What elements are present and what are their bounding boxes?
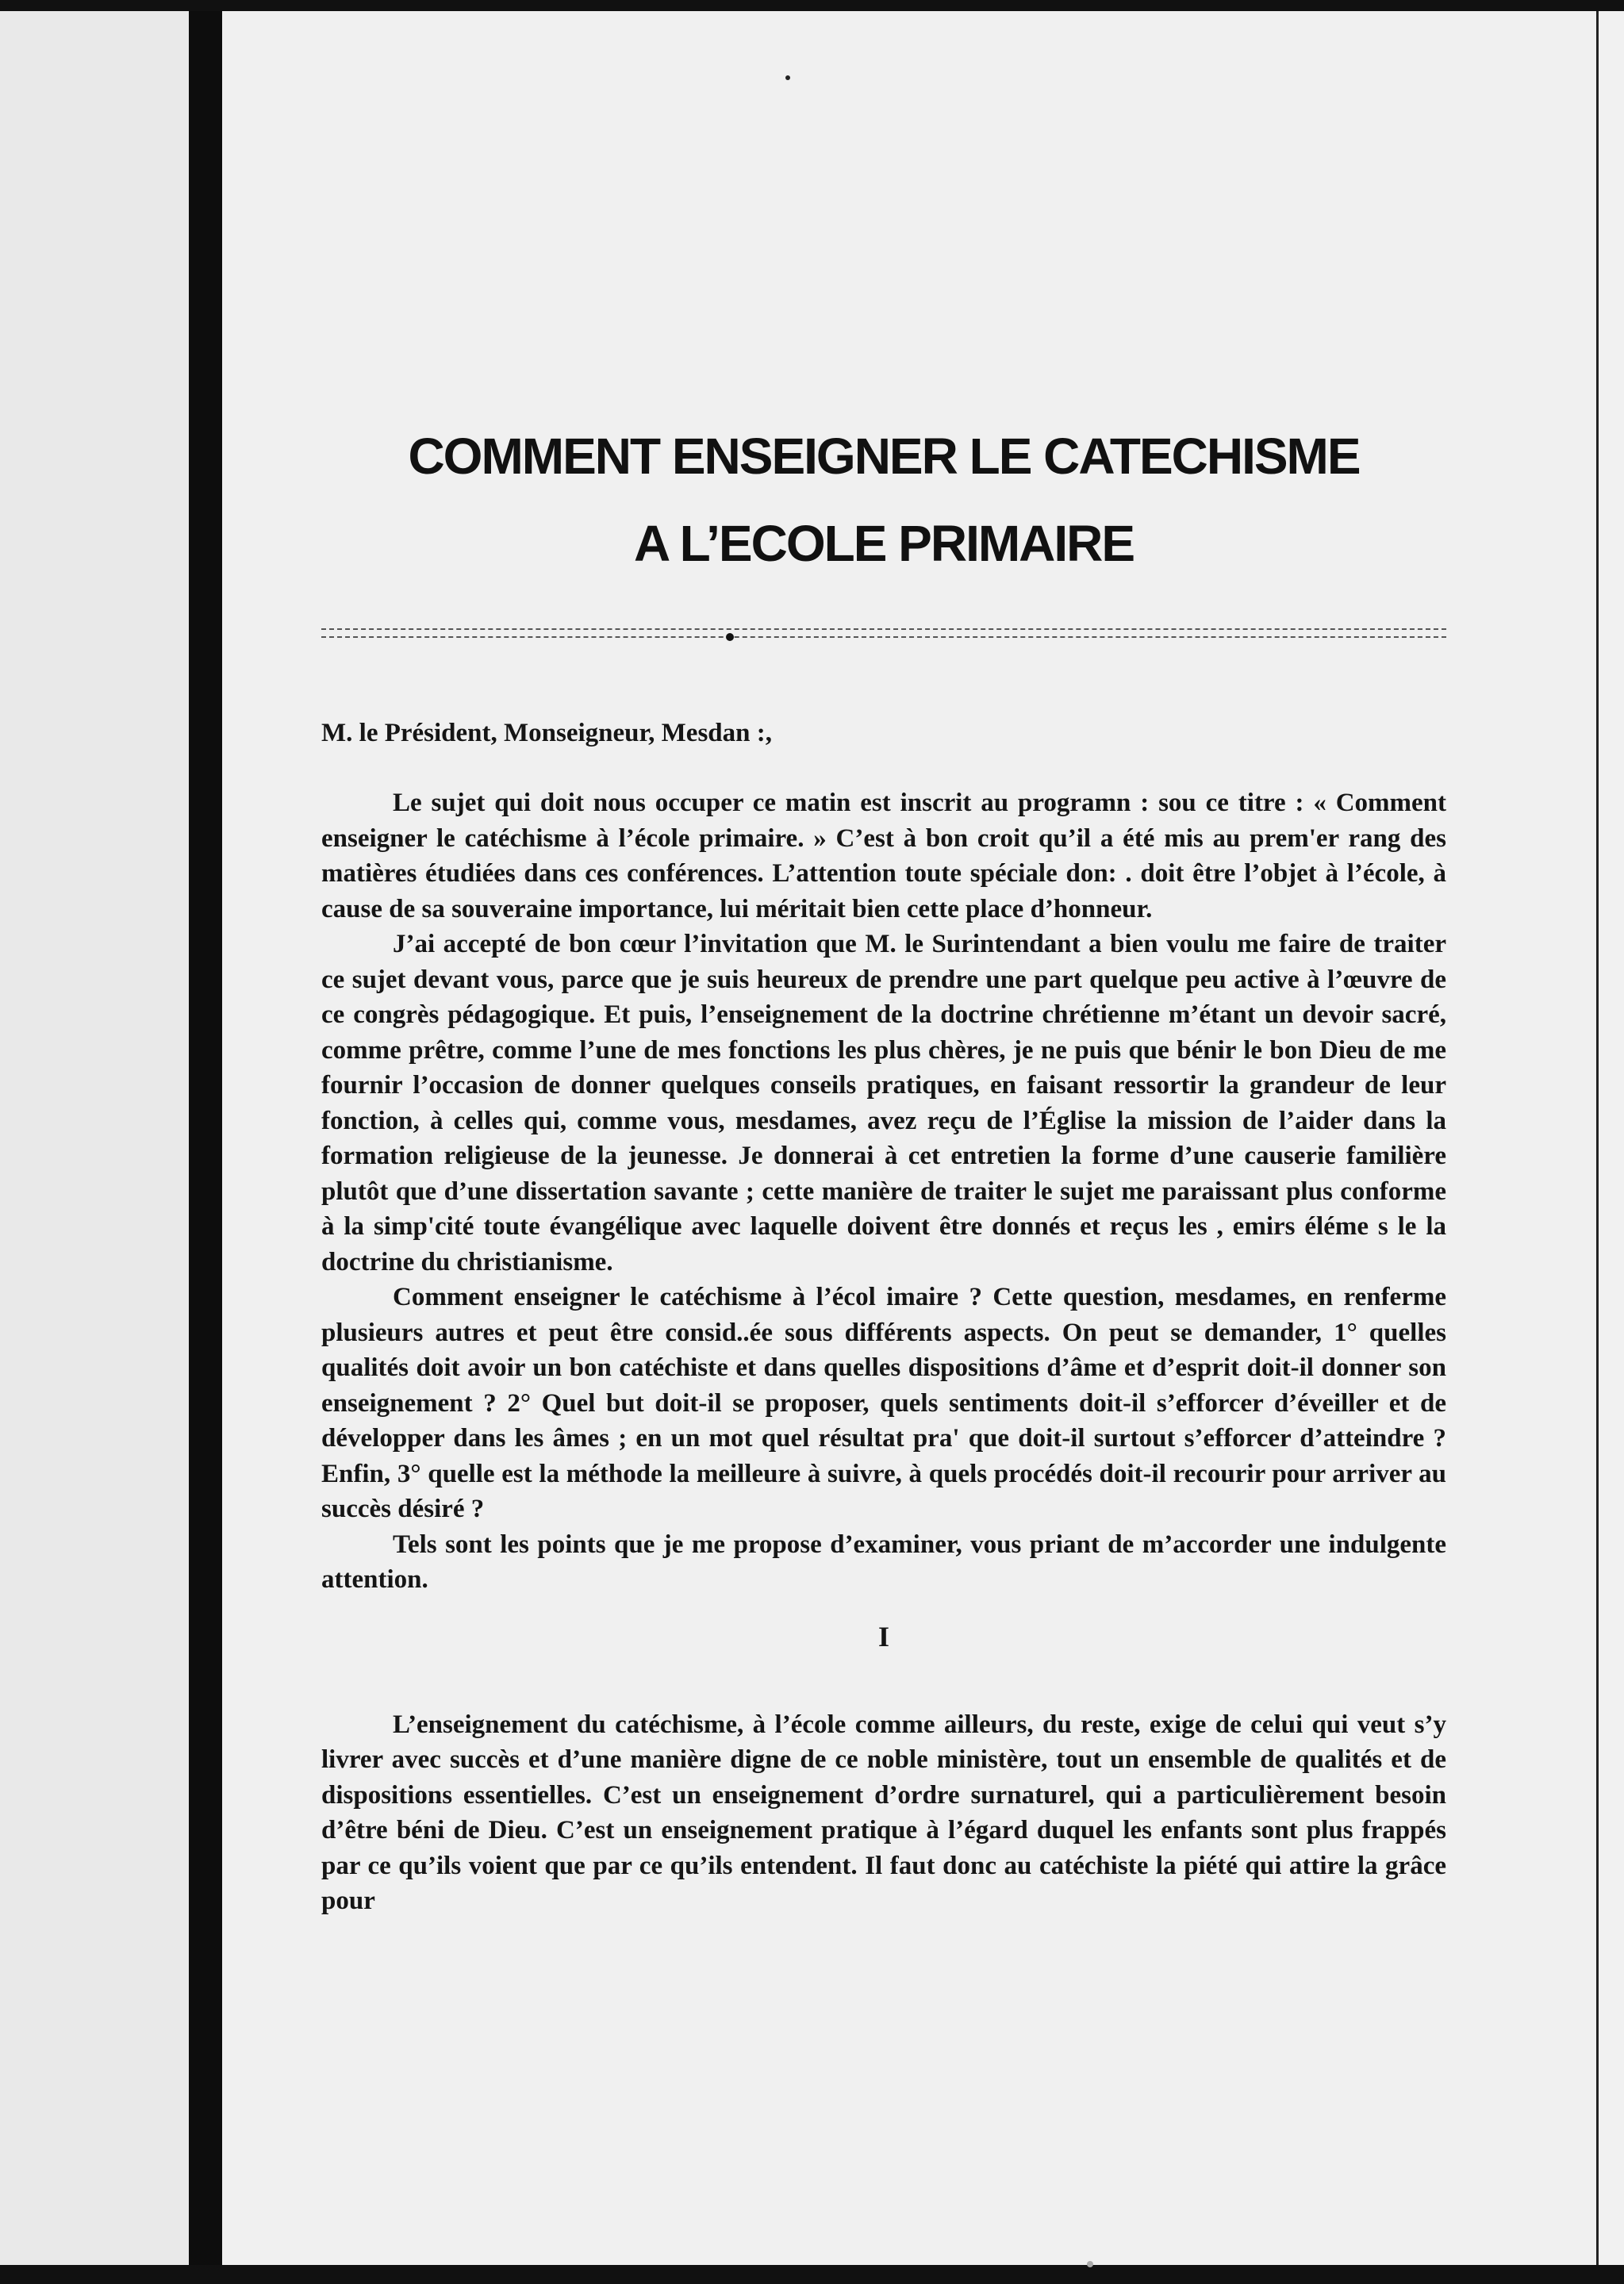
scan-left-margin	[0, 11, 202, 2284]
section-heading: I	[877, 1620, 889, 1653]
book-spine-shadow	[189, 11, 222, 2284]
title-line: COMMENT ENSEIGNER LE CATECHISME	[408, 428, 1360, 485]
salutation: M. le Président, Monseigneur, Mesdan :,	[321, 719, 772, 747]
scan-speck	[785, 75, 790, 80]
page-right-edge	[1596, 11, 1624, 2265]
paragraph: Comment enseigner le catéchisme à l’écol imaire ? Cette question, mesdames, en renferme plusieurs autres et peut être consid..ée sous différents aspects. On peut se demander, 1° quelles qualités doit avoir un bon catéchiste et dans quelles dispositions d’âme et d’esprit doit-il donner son enseignement ? 2° Quel but doit-il se proposer, quels sentiments doit-il s’efforcer d’éveiller et de développer dans les âmes ; en un mot quel résultat pra' que doit-il surtout s’efforcer d’atteindre ? Enfin, 3° quelle est la méthode la meilleure à suivre, à quels procédés doit-il recourir pour arriver au succès désiré ?	[321, 1283, 1446, 1523]
scan-speck	[1087, 2261, 1093, 2267]
paragraph: L’enseignement du catéchisme, à l’école comme ailleurs, du reste, exige de celui qui veut s’y livrer avec succès et d’une manière digne de ce noble ministère, tout un ensemble de qualités et de dispositions essentielles. C’est un enseignement d’ordre surnaturel, qui a particulièrement besoin d’être béni de Dieu. C’est un enseignement pratique à l’égard duquel les enfants sont plus frappés par ce qu’ils voient que par ce qu’ils entendent. Il faut donc au catéchiste la piété qui attire la grâce pour	[321, 1710, 1446, 1915]
paragraph: Tels sont les points que je me propose d’examiner, vous priant de m’accorder une indulgente attention.	[321, 1530, 1446, 1594]
paragraph: Le sujet qui doit nous occuper ce matin est inscrit au programn : sou ce titre : « Comment enseigner le catéchisme à l’école primaire. » C’est à bon croit qu’il a été mis au prem'er rang des matières étudiées dans ces conférences. L’attention toute spéciale don: . doit être l’objet à l’école, à cause de sa souveraine importance, lui méritait bien cette place d’honneur.	[321, 789, 1446, 923]
scan-bottom-border	[0, 2265, 1624, 2284]
page-content	[321, 413, 1446, 1919]
paragraph: J’ai accepté de bon cœur l’invitation que M. le Surintendant a bien voulu me faire de traiter ce sujet devant vous, parce que je suis heureux de prendre une part quelque peu active à l’œuvre de ce congrès pédagogique. Et puis, l’enseignement de la doctrine chrétienne m’étant un devoir sacré, comme prêtre, comme l’une de mes fonctions les plus chères, je ne puis que bénir le bon Dieu de me fournir l’occasion de donner quelques conseils pratiques, en faisant ressortir la grandeur de leur fonction, à celles qui, comme vous, mesdames, avez reçu de l’Église la mission de l’aider dans la formation religieuse de la jeunesse. Je donnerai à cet entretien la forme d’une causerie familière plutôt que d’une dissertation savante ; cette manière de traiter le sujet me paraissant plus conforme à la simp'cité toute évangélique avec laquelle doivent être donnés et reçus les , emirs éléme s le la doctrine du christianisme.	[321, 930, 1446, 1276]
article-title	[321, 413, 1446, 587]
title-line: A L’ECOLE PRIMAIRE	[633, 515, 1134, 572]
article-body	[321, 785, 1446, 1919]
scan-top-border	[0, 0, 1624, 11]
divider-dot-ornament	[726, 633, 734, 641]
title-divider	[321, 625, 1446, 644]
